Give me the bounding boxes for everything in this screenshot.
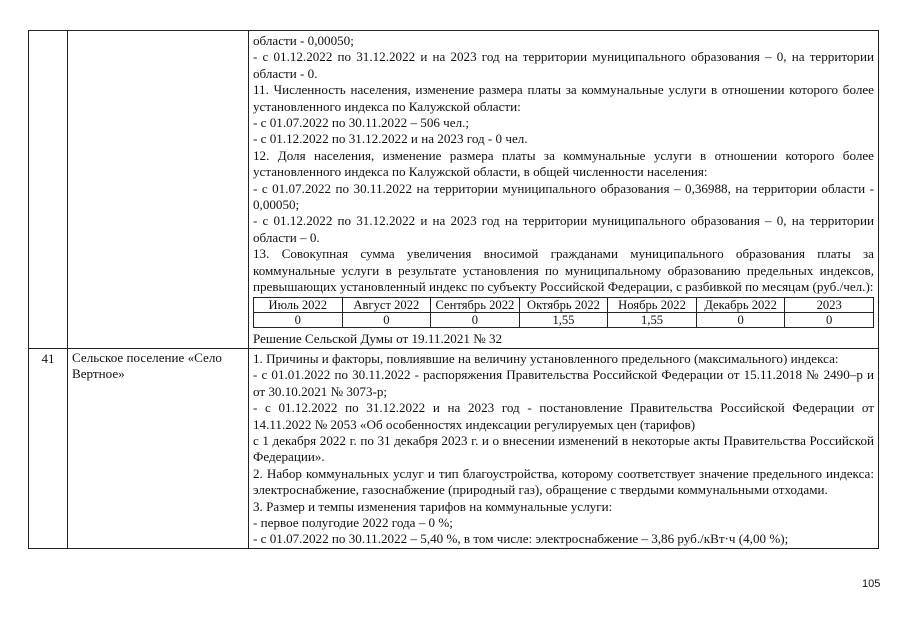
paragraph: - с 01.01.2022 по 30.11.2022 - распоряжения Правительства Российской Федерации от 15.11.2018 № 2490–р и от 30.10.2021 № 3073-р; [253, 367, 874, 399]
row-number-cell [29, 31, 68, 349]
page-number: 105 [862, 578, 881, 590]
monthly-increase-table [253, 297, 874, 328]
month-header: Сентябрь 2022 [431, 297, 520, 312]
paragraph: - с 01.12.2022 по 31.12.2022 и на 2023 год на территории муниципального образования – 0, на территории области - 0. [253, 49, 874, 81]
month-value: 0 [431, 312, 520, 327]
table-row [29, 348, 879, 548]
month-value: 0 [785, 312, 874, 327]
paragraph: - с 01.12.2022 по 31.12.2022 и на 2023 год на территории муниципального образования – 0, на территории области – 0. [253, 213, 874, 245]
paragraph: 12. Доля населения, изменение размера платы за коммунальные услуги в отношении которого более установленного индекса по Калужской области, в общей численности населения: [253, 147, 874, 180]
month-header: Август 2022 [342, 297, 431, 312]
month-header: Октябрь 2022 [519, 297, 608, 312]
paragraph: с 1 декабря 2022 г. по 31 декабря 2023 г. и о внесении изменений в некоторые акты Правительства Российской Федерации». [253, 432, 874, 465]
paragraph: 13. Совокупная сумма увеличения вносимой гражданами муниципального образования платы за коммунальные услуги в результате установления по муниципальному образованию предельных индексов, превышающих установленный индекс по субъекту Российской Федерации, с разбивкой по месяцам (руб./чел.): [253, 246, 874, 295]
paragraph: - с 01.07.2022 по 30.11.2022 – 5,40 %, в том числе: электроснабжение – 3,86 руб./кВт·ч (4,00 %); [253, 531, 789, 547]
paragraph: 1. Причины и факторы, повлиявшие на величину установленного предельного (максимального) индекса: [253, 350, 839, 366]
month-header: Декабрь 2022 [696, 297, 785, 312]
paragraph: 11. Численность населения, изменение размера платы за коммунальные услуги в отношении которого более установленного индекса по Калужской области: [253, 82, 874, 114]
content-cell [249, 348, 879, 548]
month-value: 1,55 [519, 312, 608, 327]
decision-reference: Решение Сельской Думы от 19.11.2021 № 32 [253, 330, 503, 346]
table-row [29, 31, 879, 349]
month-header: Июль 2022 [254, 297, 343, 312]
paragraph: - первое полугодие 2022 года – 0 %; [253, 514, 453, 530]
paragraph: 3. Размер и темпы изменения тарифов на коммунальные услуги: [253, 498, 613, 514]
month-value: 0 [342, 312, 431, 327]
row-number-cell: 41 [29, 348, 68, 548]
content-cell [249, 31, 879, 349]
municipality-name-cell: Сельское поселение «Село Вертное» [68, 348, 249, 548]
month-header: 2023 [785, 297, 874, 312]
paragraph: - с 01.12.2022 по 31.12.2022 и на 2023 год - 0 чел. [253, 131, 528, 147]
paragraph: - с 01.07.2022 по 30.11.2022 – 506 чел.; [253, 115, 470, 131]
paragraph: 2. Набор коммунальных услуг и тип благоустройства, которому соответствует значение предельного индекса: электроснабжение, газоснабжение (природный газ), обращение с твердыми коммунальными отходами. [253, 465, 874, 498]
monthly-table-header-row [254, 297, 874, 312]
paragraph: области - 0,00050; [253, 33, 354, 48]
month-value: 0 [254, 312, 343, 327]
month-value: 1,55 [608, 312, 697, 327]
paragraph: - с 01.12.2022 по 31.12.2022 и на 2023 год - постановление Правительства Российской Федерации от 14.11.2022 № 2053 «Об особенностях индексации регулируемых цен (тарифов) [253, 400, 874, 432]
paragraph: - с 01.07.2022 по 30.11.2022 на территории муниципального образования – 0,36988, на территории области - 0,00050; [253, 180, 874, 213]
document-table [28, 30, 879, 549]
municipality-name-cell [68, 31, 249, 349]
month-value: 0 [696, 312, 785, 327]
monthly-table-value-row [254, 312, 874, 327]
month-header: Ноябрь 2022 [608, 297, 697, 312]
